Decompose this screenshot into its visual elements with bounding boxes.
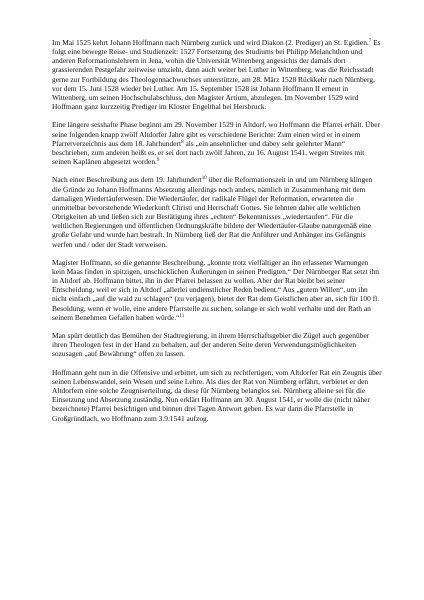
paragraph-text: Magister Hoffmann, so die genannte Beschreibung, „konnte trotz vielfältiger an ihn erlassener Warnungen kein Maas finden in spitzigen, unschicklichen Äußerungen in seinen Predigten.“ Der Nürnberger Rat setzt ihn in Altdorf ab. Hoffmann bittet, ihn in der Pfarrei belassen zu wollen. Aber der Rat bleibt bei seiner Entscheidung, weil er sich in Altdorf „allerlei undienstlicher Reden bedient.“ Aus „gutem Willen“, um ihn nicht einfach „auf die waid zu schlagen“ (zu verjagen), bietet der Rat dem Geistlichen aber an, sich für 100 fl. Besoldung, wenn er wolle, eine andere Pfarrstelle zu suchen, solange er sich wohl verhalte und der Rath an seinem Benehmen Gefallen haben würde.“ <box>52 257 380 322</box>
paragraph-2 <box>52 120 382 166</box>
paragraph-text: Eine längere sesshafte Phase beginnt am 29. November 1529 in Altdorf, wo Hoffmann die Pfarrei erhält. Über seine folgenden knapp zwölf Altdorfer Jahre gibt es verschiedene Berichte: Zum einen wird er in einem Pfarrerverzeichnis aus dem 18. Jahrhundert <box>52 120 381 148</box>
paragraph-text: Im Mai 1525 kehrt Johann Hoffmann nach Nürnberg zurück und wird Diakon (2. Prediger) an St. Egidien. <box>52 38 369 47</box>
document-page <box>52 38 382 423</box>
paragraph-5 <box>52 331 382 358</box>
paragraph-text: Es folgt eine bewegte Reise- und Studienzeit: 1527 Fortsetzung des Studiums bei Philipp Melanchthon und anderen Reformationslehrern in Jena, wohin die Universität Wittenberg angesichts der damals dort grassierenden Pestgefahr zeitweise umzieht, dann auch weiter bei Luther in Wittenberg, was die Reichsstadt gerne zur Fortbildung des Theologennachwuchses unterstützte, am 28. März 1528 Rückkehr nach Nürnberg, vor dem 15. Juni 1528 wieder bei Luther. Am 15. September 1528 ist Johann Hoffmann II erneut in Wittenberg, um seinen Hochschulabschluss, den Magister Artium, abzulegen. Im November 1529 wird Hoffmann ganz kurzzeitig Prediger im Kloster Engelthal bei Hersbruck. <box>52 38 381 112</box>
paragraph-text: über die Reformationszeit in und um Nürnberg klingen die Gründe zu Johann Hoffmanns Absetzung allerdings noch anders, nämlich in Zusammenhang mit dem damaligen Wiedertäuferwesen. Die Wiedertäufer, der radikale Flügel der Reformation, erwarteten die unmittelbar bevorstehende Wiederkunft Christi und Herrschaft Gottes. Sie lehnten daher alle weltlichen Obrigkeiten ab und ließen sich zur Bestätigung ihres „echten“ Bekenntnisses „wiedertaufen“. Für die weltlichen Regierungen und öffentlichen Ordnungskräfte bildete der Wiedertäufer-Glaube naturgemäß eine große Gefahr und wurde hart bestraft. In Nürnberg ließ der Rat die Anführer und Anhänger ins Gefängnis werfen und / oder der Stadt verweisen. <box>52 175 373 249</box>
footnote-ref-7[interactable]: 7 <box>368 39 372 44</box>
paragraph-text: als „ein ansehnlicher und dabey sehr gelehrter Mann“ beschrieben, zum anderen heißt es, er sei dort nach zwölf Jahren, zu 16. August 1541, wegen Streites mit seinen Kaplänen abgesetzt worden. <box>52 138 365 167</box>
paragraph-text: Nach einer Beschreibung aus dem 19. Jahrhundert <box>52 175 202 185</box>
footnote-ref-8[interactable]: 8 <box>181 139 184 145</box>
paragraph-6 <box>52 368 382 423</box>
paragraph-text: Man spürt deutlich das Bemühen der Stadtregierung, in ihrem Herrschaftsgebiet die Zügel auch gegenüber ihren Theologen fest in der Hand zu behalten, auf der anderen Seite deren Verwendungsmöglichkeiten sozusagen „auf Bewährung“ offen zu lassen. <box>52 331 370 359</box>
paragraph-3 <box>52 175 382 248</box>
paragraph-1 <box>52 38 382 111</box>
paragraph-4 <box>52 258 382 322</box>
paragraph-text: Hoffmann geht nun in die Offensive und erbittet, um sich zu rechtfertigen, vom Altdorfer Rat ein Zeugnis über seinen Lebenswandel, sein Wesen und seine Lehre. Als dies der Rat von Nürnberg erfährt, verbietet er den Altdorfern eine solche Zeugniserteilung, da diese für Nürnberg belanglos sei. Nürnberg alleine sei für die Einsetzung und Absetzung zuständig. Nun erklärt Hoffmann am 30. August 1541, er wolle die (nicht näher bezeichnete) Pfarrei besichtigen und binnen drei Tagen Antwort geben. Es war dann die Pfarrstelle in Großgründlach, wo Hoffmann zum 3.9.1541 aufzog. <box>52 367 382 423</box>
footnote-ref-9[interactable]: 9 <box>156 158 160 164</box>
footnote-ref-10[interactable]: 10 <box>201 176 207 182</box>
footnote-ref-11[interactable]: 11 <box>179 313 185 319</box>
